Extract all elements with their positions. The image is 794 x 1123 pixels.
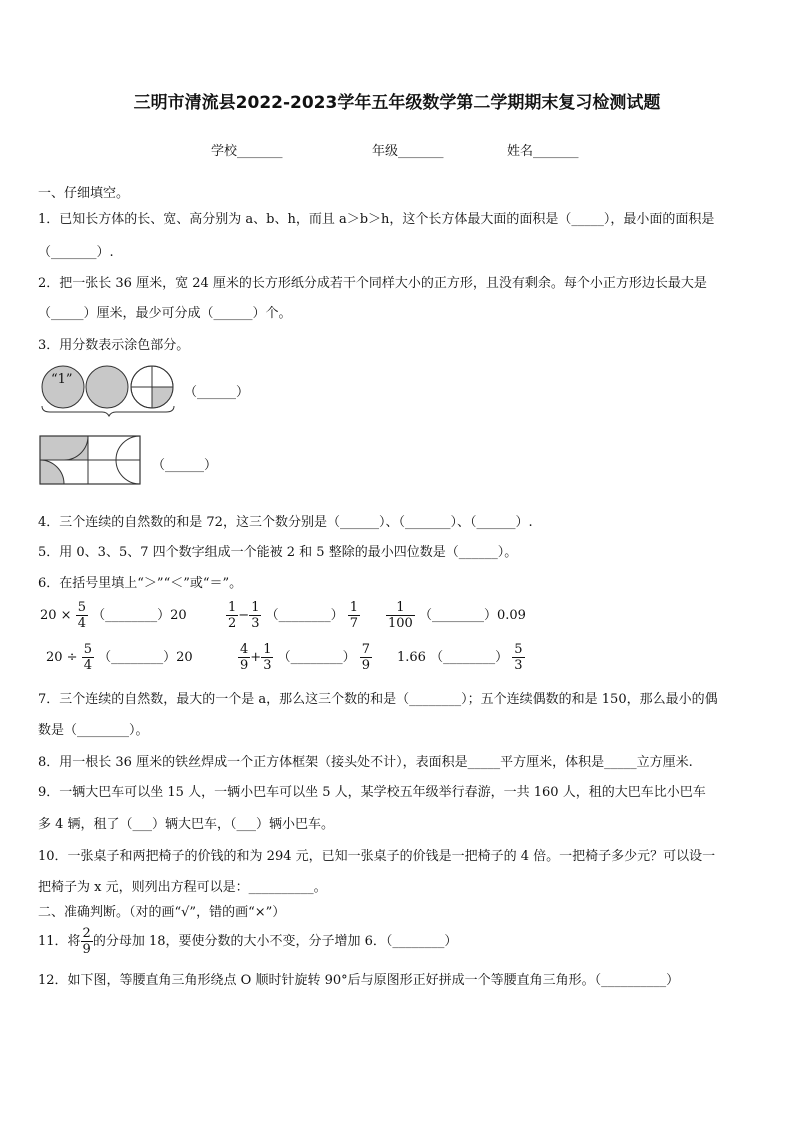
question-9-line2: 多 4 辆，租了（___）辆大巴车，（___）辆小巴车。	[38, 817, 335, 832]
section-heading-2: 二、准确判断。（对的画“√”，错的画“×”）	[38, 905, 286, 920]
question-3-blank-1: （______）	[184, 385, 250, 400]
compare-item-2: $\frac{1}{2}$ − $\frac{1}{3}$ （________） $\frac{1}{7}$	[228, 600, 359, 631]
question-12: 12．如下图，等腰直角三角形绕点 O 顺时针旋转 90°后与原图形正好拼成一个等腰直角三角形。（__________）	[38, 973, 680, 988]
page-title: 三明市清流县2022-2023学年五年级数学第二学期期末复习检测试题	[133, 93, 661, 113]
rectangle-figure	[38, 434, 142, 486]
name-field: 姓名_______	[507, 144, 579, 159]
question-7-line1: 7．三个连续的自然数，最大的一个是 a，那么这三个数的和是（________）；五个连续偶数的和是 150，那么最小的偶	[38, 692, 718, 707]
compare-item-1: 20 × $\frac{5}{4}$ （________）20	[40, 600, 187, 631]
compare-item-6: 1.66 （________） $\frac{5}{3}$	[397, 642, 523, 673]
section-heading-1: 一、仔细填空。	[38, 186, 130, 201]
question-7-line2: 数是（________）。	[38, 723, 149, 738]
question-6: 6．在括号里填上“＞”“＜”或“＝”。	[38, 576, 243, 591]
question-1-line2: （_______）.	[38, 245, 114, 260]
question-10-line2: 把椅子为 x 元，则列出方程可以是：__________。	[38, 880, 327, 895]
circles-figure	[38, 362, 178, 418]
question-11: 11．将 $\frac{2}{9}$ 的分母加 18，要使分数的大小不变，分子增加 6．（________）	[38, 926, 458, 957]
question-3-blank-2: （______）	[152, 458, 218, 473]
circle-one-label: “1”	[51, 372, 73, 387]
question-8: 8．用一根长 36 厘米的铁丝焊成一个正方体框架（接头处不计），表面积是_____平方厘米，体积是_____立方厘米.	[38, 755, 693, 770]
compare-item-5: $\frac{4}{9}$ + $\frac{1}{3}$ （________） $\frac{7}{9}$	[240, 642, 371, 673]
question-9-line1: 9．一辆大巴车可以坐 15 人，一辆小巴车可以坐 5 人，某学校五年级举行春游，一共 160 人，租的大巴车比小巴车	[38, 785, 706, 800]
question-10-line1: 10．一张桌子和两把椅子的价钱的和为 294 元，已知一张桌子的价钱是一把椅子的 4 倍。一把椅子多少元？可以设一	[38, 849, 716, 864]
grade-field: 年级_______	[372, 144, 444, 159]
compare-item-4: 20 ÷ $\frac{5}{4}$ （________）20	[46, 642, 193, 673]
question-1-line1: 1．已知长方体的长、宽、高分别为 a、b、h，而且 a＞b＞h，这个长方体最大面的面积是（_____），最小面的面积是	[38, 212, 715, 227]
question-3: 3．用分数表示涂色部分。	[38, 338, 190, 353]
question-4: 4．三个连续的自然数的和是 72，这三个数分别是（______）、（_______）、（______）.	[38, 515, 533, 530]
question-2-line1: 2．把一张长 36 厘米，宽 24 厘米的长方形纸分成若干个同样大小的正方形，且没有剩余。每个小正方形边长最大是	[38, 276, 707, 291]
question-2-line2: （_____）厘米，最少可分成（______）个。	[38, 306, 292, 321]
compare-item-3: $\frac{1}{100}$ （________）0.09	[388, 600, 526, 631]
school-field: 学校_______	[211, 144, 283, 159]
question-5: 5．用 0、3、5、7 四个数字组成一个能被 2 和 5 整除的最小四位数是（______）。	[38, 545, 518, 560]
